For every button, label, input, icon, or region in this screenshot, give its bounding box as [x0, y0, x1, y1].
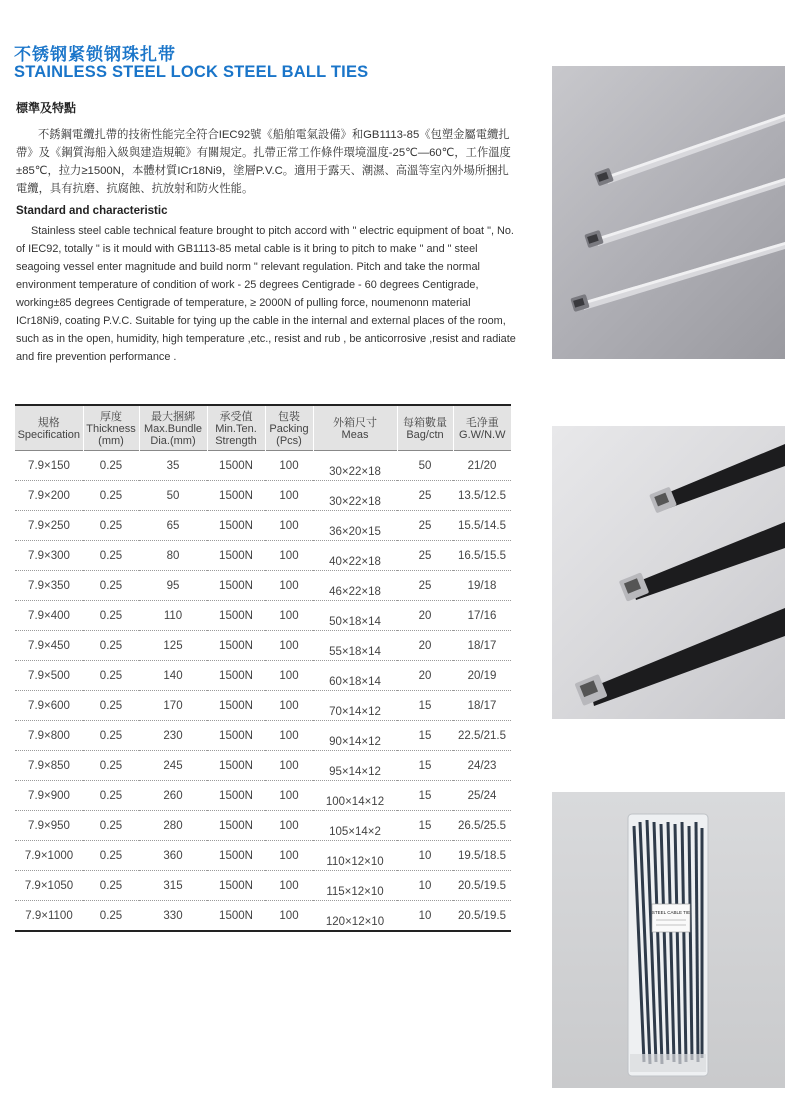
- stainless-ties-photo: [552, 66, 785, 359]
- table-cell: 1500N: [207, 451, 265, 481]
- coated-ties-photo: [552, 426, 785, 719]
- table-row: [15, 811, 511, 841]
- table-cell: 0.25: [83, 511, 139, 541]
- table-row: [15, 571, 511, 601]
- column-header-cn: 承受值: [219, 410, 253, 423]
- table-cell: 245: [139, 751, 207, 781]
- table-cell: 1500N: [207, 871, 265, 901]
- table-cell: 0.25: [83, 631, 139, 661]
- table-row: [15, 721, 511, 751]
- table-cell: 20/19: [453, 661, 511, 691]
- table-cell: 100: [265, 601, 313, 631]
- table-cell: 15.5/14.5: [453, 511, 511, 541]
- table-row: [15, 841, 511, 871]
- table-cell: 65: [139, 511, 207, 541]
- table-cell: 7.9×450: [15, 631, 83, 661]
- table-row: [15, 541, 511, 571]
- table-cell: 100: [265, 451, 313, 481]
- table-row: [15, 871, 511, 901]
- column-header-en: Thickness (mm): [86, 422, 136, 447]
- table-cell: 15: [397, 751, 453, 781]
- table-cell: 20: [397, 601, 453, 631]
- table-cell: 95: [139, 571, 207, 601]
- column-header-en: Packing (Pcs): [269, 422, 309, 447]
- table-cell: 7.9×400: [15, 601, 83, 631]
- table-cell: 1500N: [207, 841, 265, 871]
- table-row: [15, 751, 511, 781]
- table-cell: 7.9×300: [15, 541, 83, 571]
- table-row: [15, 481, 511, 511]
- coated-tie-3: [574, 608, 785, 706]
- table-cell: 1500N: [207, 571, 265, 601]
- table-cell: 7.9×800: [15, 721, 83, 751]
- table-cell: 50×18×14: [313, 601, 397, 631]
- table-cell: 50: [139, 481, 207, 511]
- table-cell: 0.25: [83, 541, 139, 571]
- page-title-cn: 不锈钢紧锁钢珠扎带: [14, 45, 176, 64]
- table-cell: 80: [139, 541, 207, 571]
- table-cell: 20.5/19.5: [453, 901, 511, 932]
- table-row: [15, 601, 511, 631]
- table-cell: 7.9×950: [15, 811, 83, 841]
- column-header: [207, 405, 265, 451]
- table-cell: 105×14×2: [313, 811, 397, 841]
- table-cell: 1500N: [207, 781, 265, 811]
- column-header: [15, 405, 83, 451]
- table-cell: 280: [139, 811, 207, 841]
- column-header-en: Bag/ctn: [406, 428, 444, 441]
- table-cell: 15: [397, 781, 453, 811]
- table-cell: 1500N: [207, 901, 265, 932]
- table-cell: 0.25: [83, 571, 139, 601]
- table-cell: 20: [397, 631, 453, 661]
- table-cell: 100: [265, 721, 313, 751]
- standard-body-cn: 不銹鋼電纜扎帶的技術性能完全符合IEC92號《船舶電氣設備》和GB1113-85《包塑金屬電纜扎帶》及《鋼質海船入級與建造規範》有關規定。扎帶正常工作條件環境溫度-25℃—60℃，工作溫度±85℃，拉力≥1500N，本體材質ICr18Ni9，塗層P.V.C。適用于露天、潮濕、高溫等室內外場所捆扎電纜，具有抗磨、抗腐蝕、抗放射和防火性能。: [16, 129, 511, 195]
- table-cell: 0.25: [83, 781, 139, 811]
- table-cell: 100: [265, 781, 313, 811]
- table-cell: 110×12×10: [313, 841, 397, 871]
- table-cell: 7.9×850: [15, 751, 83, 781]
- table-cell: 120×12×10: [313, 901, 397, 932]
- table-cell: 95×14×12: [313, 751, 397, 781]
- table-cell: 7.9×1100: [15, 901, 83, 932]
- packaged-ties-photo: [552, 792, 785, 1088]
- table-cell: 0.25: [83, 451, 139, 481]
- table-cell: 0.25: [83, 841, 139, 871]
- column-header: [83, 405, 139, 451]
- table-cell: 18/17: [453, 631, 511, 661]
- table-cell: 0.25: [83, 811, 139, 841]
- table-cell: 170: [139, 691, 207, 721]
- table-cell: 7.9×500: [15, 661, 83, 691]
- column-header-en: Max.Bundle Dia.(mm): [143, 422, 203, 447]
- column-header: [453, 405, 511, 451]
- table-row: [15, 451, 511, 481]
- table-cell: 0.25: [83, 691, 139, 721]
- table-cell: 7.9×600: [15, 691, 83, 721]
- column-header: [313, 405, 397, 451]
- table-cell: 10: [397, 871, 453, 901]
- column-header: [265, 405, 313, 451]
- table-cell: 100: [265, 481, 313, 511]
- table-cell: 20.5/19.5: [453, 871, 511, 901]
- table-cell: 140: [139, 661, 207, 691]
- table-cell: 19/18: [453, 571, 511, 601]
- column-header-en: Min.Ten. Strength: [215, 422, 257, 447]
- coated-tie-1: [649, 444, 785, 513]
- table-cell: 7.9×1000: [15, 841, 83, 871]
- table-row: [15, 631, 511, 661]
- column-header-cn: 規格: [37, 416, 60, 429]
- table-cell: 7.9×250: [15, 511, 83, 541]
- table-cell: 315: [139, 871, 207, 901]
- table-cell: 25: [397, 481, 453, 511]
- table-cell: 1500N: [207, 541, 265, 571]
- table-cell: 25: [397, 571, 453, 601]
- table-row: [15, 511, 511, 541]
- table-cell: 100: [265, 541, 313, 571]
- column-header-en: Meas: [341, 428, 369, 441]
- table-cell: 1500N: [207, 721, 265, 751]
- table-cell: 19.5/18.5: [453, 841, 511, 871]
- table-cell: 20: [397, 661, 453, 691]
- table-cell: 35: [139, 451, 207, 481]
- standard-heading-cn: 標準及特點: [16, 101, 77, 115]
- steel-tie-1: [594, 114, 785, 186]
- table-cell: 25: [397, 511, 453, 541]
- table-cell: 125: [139, 631, 207, 661]
- table-cell: 26.5/25.5: [453, 811, 511, 841]
- table-cell: 40×22×18: [313, 541, 397, 571]
- standard-body-en: Stainless steel cable technical feature brought to pitch accord with " electric equipment of boat ", No. of IEC92, totally " is it mould with GB1113-85 metal cable is it bring to pitch to make " and " steel seagoing vessel enter magnitude and build norm " relevant regulation. Pitch and take the normal environment temperature of condition of work - 25 degrees Centigrade - 60 degrees Centigrade, working±85 degrees Centigrade of temperature, ≥ 2000N of pulling force, noumenonn material ICr18Ni9, coating P.V.C. Suitable for tying up the cable in the internal and external places of the room, such as in the open, humidity, high temperature ,etc., resist and rub , be anticorrosive ,resist and radiate and fire prevention performance .: [16, 225, 516, 363]
- table-cell: 17/16: [453, 601, 511, 631]
- table-cell: 7.9×900: [15, 781, 83, 811]
- table-cell: 10: [397, 841, 453, 871]
- column-header-cn: 每箱數量: [403, 416, 447, 429]
- table-cell: 1500N: [207, 601, 265, 631]
- table-cell: 230: [139, 721, 207, 751]
- table-cell: 0.25: [83, 601, 139, 631]
- table-row: [15, 691, 511, 721]
- column-header-cn: 包裝: [278, 410, 300, 423]
- spec-table-body: [15, 451, 511, 932]
- table-cell: 25: [397, 541, 453, 571]
- table-cell: 1500N: [207, 691, 265, 721]
- table-cell: 7.9×350: [15, 571, 83, 601]
- table-cell: 110: [139, 601, 207, 631]
- table-cell: 100: [265, 511, 313, 541]
- bag-label: [652, 904, 690, 932]
- table-cell: 21/20: [453, 451, 511, 481]
- table-cell: 46×22×18: [313, 571, 397, 601]
- table-row: [15, 781, 511, 811]
- coated-tie-2: [619, 522, 785, 602]
- table-cell: 360: [139, 841, 207, 871]
- table-cell: 260: [139, 781, 207, 811]
- table-cell: 0.25: [83, 901, 139, 932]
- table-cell: 100: [265, 901, 313, 932]
- standard-heading-en: Standard and characteristic: [16, 205, 168, 217]
- table-cell: 25/24: [453, 781, 511, 811]
- table-cell: 0.25: [83, 751, 139, 781]
- table-cell: 0.25: [83, 721, 139, 751]
- steel-tie-2: [584, 178, 785, 248]
- spec-table-header: [15, 405, 511, 451]
- bag-label-text: STEEL CABLE TIE: [651, 910, 691, 915]
- column-header: [397, 405, 453, 451]
- table-cell: 1500N: [207, 811, 265, 841]
- table-cell: 100: [265, 871, 313, 901]
- table-cell: 100: [265, 811, 313, 841]
- column-header-en: G.W/N.W: [459, 428, 506, 441]
- table-cell: 13.5/12.5: [453, 481, 511, 511]
- table-cell: 55×18×14: [313, 631, 397, 661]
- table-cell: 1500N: [207, 631, 265, 661]
- table-cell: 100: [265, 751, 313, 781]
- table-cell: 100: [265, 571, 313, 601]
- table-cell: 15: [397, 721, 453, 751]
- table-cell: 1500N: [207, 481, 265, 511]
- table-cell: 100: [265, 691, 313, 721]
- table-cell: 0.25: [83, 481, 139, 511]
- column-header: [139, 405, 207, 451]
- table-cell: 1500N: [207, 511, 265, 541]
- table-cell: 1500N: [207, 661, 265, 691]
- table-cell: 50: [397, 451, 453, 481]
- table-cell: 24/23: [453, 751, 511, 781]
- table-cell: 7.9×200: [15, 481, 83, 511]
- table-cell: 30×22×18: [313, 481, 397, 511]
- table-cell: 70×14×12: [313, 691, 397, 721]
- table-cell: 90×14×12: [313, 721, 397, 751]
- table-cell: 100: [265, 661, 313, 691]
- table-cell: 115×12×10: [313, 871, 397, 901]
- table-cell: 100: [265, 841, 313, 871]
- table-cell: 36×20×15: [313, 511, 397, 541]
- page-title-en: STAINLESS STEEL LOCK STEEL BALL TIES: [14, 63, 369, 81]
- table-cell: 7.9×1050: [15, 871, 83, 901]
- column-header-cn: 毛净重: [465, 416, 499, 429]
- table-row: [15, 901, 511, 932]
- table-cell: 100: [265, 631, 313, 661]
- table-cell: 0.25: [83, 871, 139, 901]
- table-cell: 100×14×12: [313, 781, 397, 811]
- table-cell: 330: [139, 901, 207, 932]
- table-cell: 18/17: [453, 691, 511, 721]
- column-header-en: Specification: [17, 428, 80, 441]
- column-header-cn: 外箱尺寸: [333, 416, 377, 429]
- table-cell: 16.5/15.5: [453, 541, 511, 571]
- table-row: [15, 661, 511, 691]
- table-cell: 15: [397, 691, 453, 721]
- table-cell: 60×18×14: [313, 661, 397, 691]
- column-header-cn: 最大捆綁: [151, 410, 195, 423]
- column-header-cn: 厚度: [100, 410, 122, 423]
- table-cell: 15: [397, 811, 453, 841]
- table-cell: 7.9×150: [15, 451, 83, 481]
- table-cell: 0.25: [83, 661, 139, 691]
- table-cell: 22.5/21.5: [453, 721, 511, 751]
- steel-tie-3: [570, 242, 785, 312]
- spec-table: [15, 404, 511, 932]
- table-cell: 30×22×18: [313, 451, 397, 481]
- table-cell: 10: [397, 901, 453, 932]
- table-cell: 1500N: [207, 751, 265, 781]
